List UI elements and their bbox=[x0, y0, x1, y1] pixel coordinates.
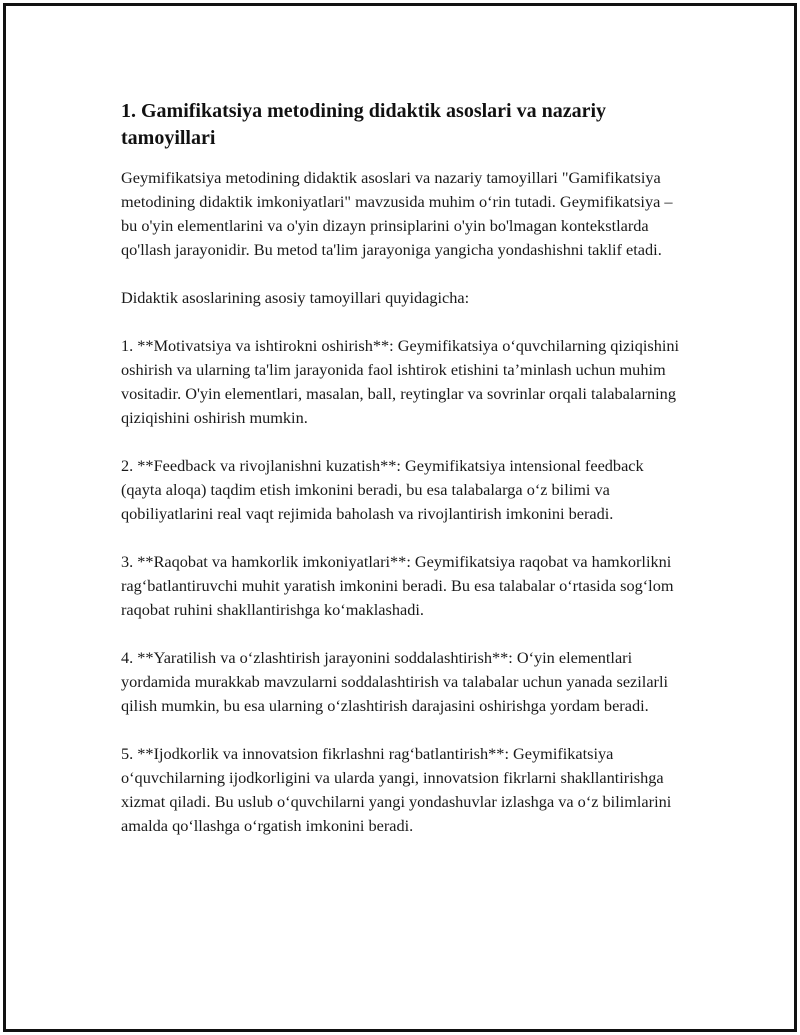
section-heading: 1. Gamifikatsiya metodining didaktik asoslari va nazariy tamoyillari bbox=[121, 100, 607, 149]
principle-5-paragraph: 5. **Ijodkorlik va innovatsion fikrlashni rag‘batlantirish**: Geymifikatsiya o‘quvchilarning ijodkorligini va ularda yangi, innovatsion fikrlarni shakllantirishga xizmat qiladi. Bu uslub o‘quvchilarni yangi yondashuvlar izlashga va o‘z bilimlarini amalda qo‘llashga o‘rgatish imkonini beradi. bbox=[121, 744, 672, 835]
document-body bbox=[121, 98, 686, 862]
principle-4-paragraph: 4. **Yaratilish va o‘zlashtirish jarayonini soddalashtirish**: O‘yin elementlari yordamida murakkab mavzularni soddalashtirish va talabalar uchun yanada sezilarli qilish mumkin, bu esa ularning o‘zlashtirish darajasini oshirishga yordam beradi. bbox=[121, 648, 669, 715]
principle-3-paragraph: 3. **Raqobat va hamkorlik imkoniyatlari**: Geymifikatsiya raqobat va hamkorlikni rag‘batlantiruvchi muhit yaratish imkonini beradi. Bu esa talabalar o‘rtasida sog‘lom raqobat ruhini shakllantirishga ko‘maklashadi. bbox=[121, 552, 674, 619]
principle-1-paragraph: 1. **Motivatsiya va ishtirokni oshirish**: Geymifikatsiya o‘quvchilarning qiziqishini oshirish va ularning ta'lim jarayonida faol ishtirok etishini ta’minlash uchun muhim vositadir. O'yin elementlari, masalan, ball, reytinglar va sovrinlar orqali talabalarning qiziqishini oshirish mumkin. bbox=[121, 336, 680, 427]
principles-intro-paragraph: Didaktik asoslarining asosiy tamoyillari quyidagicha: bbox=[121, 288, 470, 307]
intro-paragraph: Geymifikatsiya metodining didaktik asoslari va nazariy tamoyillari "Gamifikatsiya metodining didaktik imkoniyatlari" mavzusida muhim o‘rin tutadi. Geymifikatsiya – bu o'yin elementlarini va o'yin dizayn prinsiplarini o'yin bo'lmagan kontekstlarda qo'llash jarayonidir. Bu metod ta'lim jarayoniga yangicha yondashishni taklif etadi. bbox=[121, 168, 673, 259]
page-frame bbox=[3, 3, 797, 1032]
principle-2-paragraph: 2. **Feedback va rivojlanishni kuzatish**: Geymifikatsiya intensional feedback (qayta aloqa) taqdim etish imkonini beradi, bu esa talabalarga o‘z bilimi va qobiliyatlarini real vaqt rejimida baholash va rivojlantirish imkonini beradi. bbox=[121, 456, 644, 523]
